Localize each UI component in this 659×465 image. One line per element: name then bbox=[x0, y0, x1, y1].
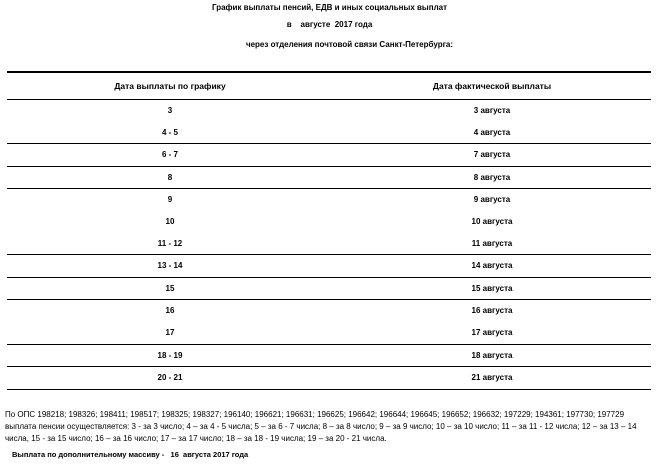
scheduled-date-cell: 18 - 19 bbox=[157, 350, 183, 360]
actual-date-cell: 10 августа bbox=[471, 216, 513, 226]
table-row bbox=[7, 233, 651, 255]
table-row bbox=[7, 345, 651, 367]
payment-schedule-table bbox=[7, 71, 651, 390]
table-row bbox=[7, 322, 651, 344]
table-row bbox=[7, 255, 651, 277]
table-row bbox=[7, 278, 651, 300]
ops-note: По ОПС 198218; 198326; 198411; 198517; 198325; 198327; 196140; 196621; 196631; 196625; 196642; 196644; 196645; 196652; 196632; 197229; 194361; 197730; 197729 выплата пенсии осуществляется: 3 - за 3 число; 4 – за 4 - 5 числа; 5 – за 6 - 7 числа; 8 – за 8 число; 9 – за 9 число; 10 – за 10 число; 11 – за 11 - 12 числа; 12 – за 13 – 14 числа, 15 - за 15 число; 16 – за 16 число; 17 – за 17 число; 18 – за 18 - 19 числа; 19 – за 20 - 21 числа. bbox=[5, 410, 637, 443]
scheduled-date-cell: 9 bbox=[167, 195, 173, 205]
column-header-scheduled: Дата выплаты по графику bbox=[114, 81, 226, 91]
scheduled-date-cell: 15 bbox=[165, 283, 175, 293]
scheduled-date-cell: 17 bbox=[165, 327, 175, 337]
title-line-3: через отделения почтовой связи Санкт-Петербурга: bbox=[245, 40, 454, 49]
additional-payment-note: Выплата по дополнительному массиву - 16 августа 2017 года bbox=[12, 450, 249, 459]
row-group bbox=[7, 255, 651, 278]
actual-date-cell: 11 августа bbox=[471, 238, 513, 248]
table-row bbox=[7, 367, 651, 389]
actual-date-cell: 9 августа bbox=[473, 195, 511, 205]
title-line-2: в августе 2017 года bbox=[286, 20, 373, 29]
row-group bbox=[7, 300, 651, 344]
table-row bbox=[7, 144, 651, 166]
scheduled-date-cell: 8 bbox=[167, 172, 173, 182]
row-group bbox=[7, 167, 651, 190]
actual-date-cell: 4 августа bbox=[473, 127, 511, 137]
column-header-actual: Дата фактической выплаты bbox=[432, 81, 552, 91]
scheduled-date-cell: 3 bbox=[167, 106, 173, 115]
row-group bbox=[7, 100, 651, 144]
table-row bbox=[7, 300, 651, 322]
scheduled-date-cell: 20 - 21 bbox=[157, 373, 183, 383]
actual-date-cell: 15 августа bbox=[471, 283, 513, 293]
scheduled-date-cell: 10 bbox=[165, 216, 175, 226]
actual-date-cell: 16 августа bbox=[471, 306, 513, 316]
row-group bbox=[7, 144, 651, 167]
scheduled-date-cell: 16 bbox=[165, 306, 175, 316]
actual-date-cell: 18 августа bbox=[471, 350, 513, 360]
scheduled-date-cell: 6 - 7 bbox=[161, 150, 178, 160]
table-body bbox=[7, 100, 651, 390]
table-row bbox=[7, 100, 651, 122]
title-line-1: График выплаты пенсий, ЕДВ и иных социальных выплат bbox=[211, 3, 448, 12]
actual-date-cell: 3 августа bbox=[473, 106, 511, 115]
table-row bbox=[7, 167, 651, 189]
scheduled-date-cell: 4 - 5 bbox=[161, 127, 178, 137]
table-header bbox=[7, 73, 651, 100]
table-row bbox=[7, 211, 651, 233]
actual-date-cell: 21 августа bbox=[471, 373, 513, 383]
row-group bbox=[7, 189, 651, 255]
scheduled-date-cell: 13 - 14 bbox=[157, 261, 183, 271]
actual-date-cell: 8 августа bbox=[473, 172, 511, 182]
row-group bbox=[7, 345, 651, 368]
row-group bbox=[7, 278, 651, 301]
row-group bbox=[7, 367, 651, 390]
scheduled-date-cell: 11 - 12 bbox=[157, 238, 183, 248]
actual-date-cell: 17 августа bbox=[471, 327, 513, 337]
actual-date-cell: 7 августа bbox=[473, 150, 511, 160]
table-row bbox=[7, 122, 651, 144]
actual-date-cell: 14 августа bbox=[471, 261, 513, 271]
table-row bbox=[7, 189, 651, 211]
